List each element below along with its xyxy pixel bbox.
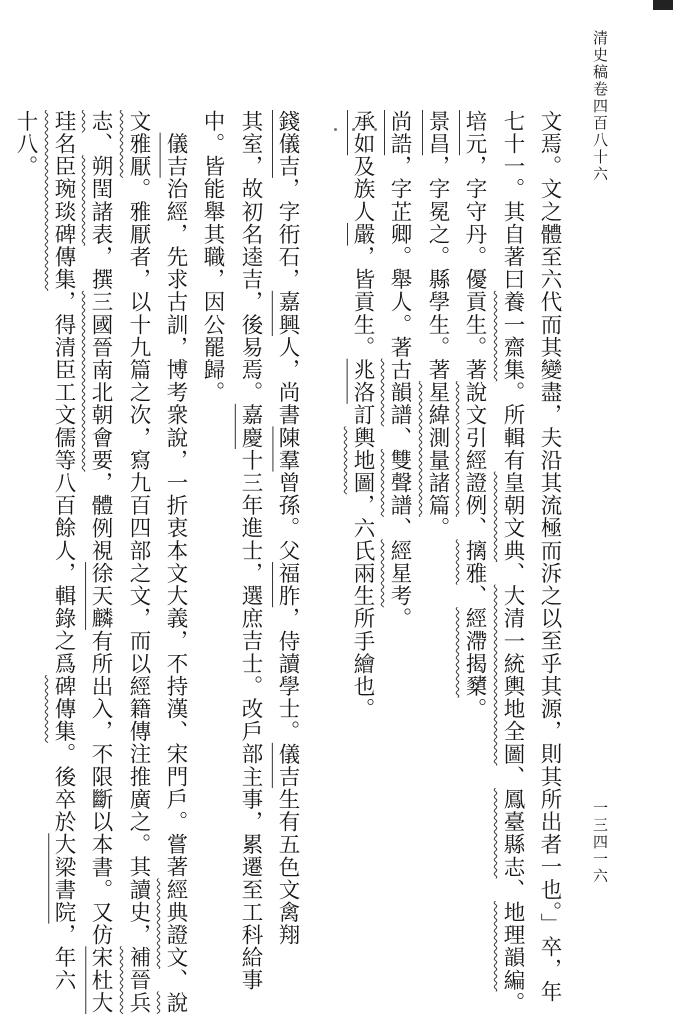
text-column (533, 110, 563, 1004)
text-run: ，年六 (51, 923, 76, 992)
book-title-mark: 經典證文 (163, 878, 188, 969)
text-column (458, 110, 488, 930)
text-run: 。雅厭者，以十九篇之次，寫九百四部之文，而以經籍傳注推廣之。其讀史， (126, 177, 151, 947)
text-run: ，撰 (88, 245, 113, 291)
text-run: 。 (500, 991, 525, 1014)
proper-name-mark: 錢儀吉 (275, 110, 300, 178)
text-run: ，字芷卿。舉人。著 (387, 155, 412, 359)
book-title-mark: 摛雅 (462, 539, 487, 585)
text-run (163, 110, 188, 133)
text-run: 。 (387, 607, 412, 630)
book-title-mark: 星緯測量諸篇 (425, 381, 450, 517)
text-run: 、 (500, 878, 525, 902)
proper-name-mark: 尚誥 (387, 110, 412, 156)
book-title-mark: 雙聲譜 (387, 449, 412, 517)
text-run: 治經，先求古訓，博考衆說，一折衷本文大義，不持漢、宋門戶。嘗著 (163, 177, 188, 879)
text-run: 曾孫。父 (275, 471, 300, 563)
book-title-mark: 大清一統輿地全圖 (500, 584, 525, 766)
text-run: 有所出入，不限斷以本書。又仿 (88, 629, 113, 947)
book-title-mark: 地理韻編 (500, 901, 525, 992)
text-run: 、 (88, 132, 113, 156)
text-run: 。所輯有 (500, 381, 525, 472)
book-title-mark: 志 (88, 110, 113, 133)
text-column (47, 110, 77, 992)
book-title-mark: 鳳臺縣志 (500, 788, 525, 879)
book-title-mark: 皇朝文典 (500, 471, 525, 563)
book-title-mark: 經星考 (387, 539, 412, 608)
text-column (84, 110, 114, 1014)
text-run: 文焉。文之體至六代而其變盡，夫沿其流極而泝之以至乎其源，則其所出者一也。」卒，年 (537, 110, 562, 1004)
proper-name-mark: 嘉慶 (238, 403, 263, 450)
text-run: ，體例視 (88, 471, 113, 563)
proper-name-mark: 景昌 (425, 110, 450, 156)
text-column (9, 110, 39, 930)
text-column (309, 110, 339, 930)
book-title-mark: 說 (163, 991, 188, 1014)
text-column (159, 110, 189, 1014)
book-title-mark: 養一齋集 (500, 290, 525, 382)
proper-name-mark: 宋杜大 (88, 946, 113, 1014)
text-run: ，字守丹。優貢生。著 (462, 155, 487, 382)
text-run: 、 (500, 765, 525, 789)
text-run: 、 (163, 968, 188, 992)
proper-name-mark: 陳羣 (275, 426, 300, 472)
proper-name-mark: 嘉興 (275, 290, 300, 337)
book-title-mark: 碑傳集 (51, 675, 76, 743)
book-title-mark: 文雅厭 (126, 110, 151, 178)
text-run: 中。皆能舉其職，因公罷歸。 (200, 110, 225, 404)
book-title-mark: 補晉兵 (126, 946, 151, 1014)
text-column (122, 110, 152, 1014)
text-run: 十八。 (13, 110, 38, 178)
running-title: 清史稿卷四百八十六 (591, 30, 609, 183)
book-title-mark: 輿地圖 (350, 426, 375, 495)
text-run: 、 (462, 516, 487, 540)
text-run: 、 (387, 426, 412, 450)
proper-name-mark: 嚴 (350, 223, 375, 246)
text-column (496, 110, 526, 1014)
proper-name-mark: 培元 (462, 110, 487, 156)
scan-corner-mark (653, 0, 673, 10)
proper-name-mark: 福胙 (275, 562, 300, 608)
text-run: 、 (462, 584, 487, 608)
book-title-mark: 古韻譜 (387, 358, 412, 427)
text-run: 人，尚書 (275, 336, 300, 427)
text-run: ，字衎石， (275, 177, 300, 291)
text-column (196, 110, 226, 930)
text-column (234, 110, 264, 992)
text-run: 及族人 (350, 155, 375, 224)
text-run: ，皆貢生。 (350, 245, 375, 359)
proper-name-mark: 兆洛 (350, 358, 375, 404)
text-run: 、 (500, 562, 525, 585)
text-run: 訂 (350, 403, 375, 427)
text-run: ，得清臣工文儒等八百餘人，輯錄之爲 (51, 290, 76, 676)
book-title-mark: 珪名臣琬琰碑傳集 (51, 110, 76, 291)
text-run: ，六氏兩生所手繪也。 (350, 494, 375, 721)
text-column (346, 110, 376, 930)
text-run: 十三年進士，選庶吉士。改戶部主事，累遷至工科給事 (238, 449, 263, 992)
text-column (383, 110, 413, 930)
book-title-mark: 三國晉南北朝會要 (88, 290, 113, 472)
proper-name-mark: 儀吉 (275, 742, 300, 789)
text-column (271, 110, 301, 947)
text-run: 七十一。其自著曰 (500, 110, 525, 291)
text-run: 生有五色文禽翔 (275, 788, 300, 947)
page-number: 一三四一六 (591, 800, 609, 885)
text-column (421, 110, 451, 930)
book-title-mark: 經滯揭櫫 (462, 607, 487, 698)
proper-name-mark: 儀吉 (163, 132, 188, 178)
text-run: 、 (387, 516, 412, 540)
book-title-mark: 朔閏諸表 (88, 155, 113, 246)
text-run: 。 (425, 516, 450, 540)
proper-name-mark: 徐天麟 (88, 562, 113, 630)
proper-name-mark: 承如 (350, 110, 375, 156)
text-run: ，字冕之。縣學生。著 (425, 155, 450, 382)
text-run: 。後卒於 (51, 742, 76, 834)
text-run: 。 (462, 697, 487, 721)
proper-name-mark: 大梁書院 (51, 833, 76, 924)
book-title-mark: 說文引經證例 (462, 381, 487, 517)
text-run: 其室，故初名逵吉，後易焉。 (238, 110, 263, 404)
text-run: ，侍讀學士。 (275, 607, 300, 743)
